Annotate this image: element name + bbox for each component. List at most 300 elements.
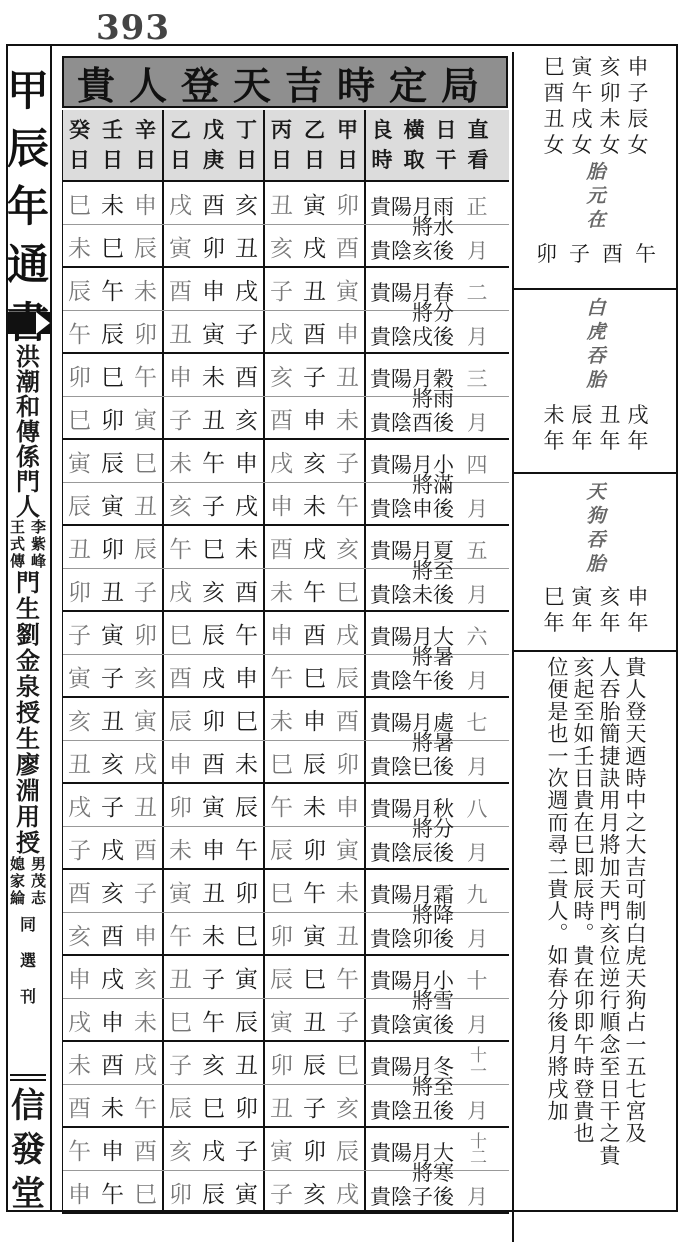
table-header-row [63, 110, 509, 182]
month-char: 月 [467, 1185, 488, 1209]
yin-label: 貴陰申後 [370, 497, 454, 521]
branch-cell: 申 [235, 450, 258, 477]
branch-cell: 申 [134, 923, 157, 950]
branch-group [63, 1171, 164, 1213]
book-title-char: 甲 [6, 66, 49, 115]
header-cell: 甲 日 [337, 117, 358, 172]
month-char: 月 [467, 841, 488, 865]
yang-label: 貴陽月 [370, 281, 433, 305]
branch-cell: 戌 [202, 665, 225, 692]
solar-term-char: 暑 [433, 645, 454, 669]
yin-label: 貴陰巳後 [370, 755, 454, 779]
branch-group [164, 354, 265, 396]
solar-term-char: 雨 [433, 195, 454, 219]
branch-cell: 子 [68, 622, 91, 649]
branch-group [265, 956, 366, 998]
branch-cell: 卯 [169, 1181, 192, 1208]
explanation-column: 亥起至如壬日貴在巳即辰時。貴在卯即午時登貴也 [571, 656, 595, 1145]
branch-cell: 子 [202, 493, 225, 520]
branch-cell: 未 [134, 278, 157, 305]
month-block [63, 1128, 509, 1214]
branch-group [63, 182, 164, 224]
branch-cell: 丑 [101, 708, 124, 735]
branch-group [265, 268, 366, 310]
branch-cell: 子 [336, 1009, 359, 1036]
branch-cell: 亥 [101, 880, 124, 907]
branch-cell: 午 [270, 665, 293, 692]
branch-group [63, 655, 164, 697]
header-cell: 乙 日 [304, 117, 325, 172]
branch-group [63, 827, 164, 869]
solar-term-char: 水 [433, 215, 454, 239]
branch-group [265, 397, 366, 439]
branch-cell: 申 [134, 192, 157, 219]
branch-cell: 子 [134, 880, 157, 907]
solar-term-char: 雨 [433, 387, 454, 411]
branch-cell: 戌 [235, 278, 258, 305]
branch-cell: 辰 [202, 622, 225, 649]
yin-label: 貴陰午後 [370, 669, 454, 693]
solar-term-char: 至 [433, 1075, 454, 1099]
branch-cell: 寅 [270, 1138, 293, 1165]
month-number: 十 [466, 969, 488, 993]
solar-term-char: 春 [433, 281, 454, 305]
branch-cell: 亥 [169, 493, 192, 520]
yin-row [63, 903, 509, 955]
branch-cell: 戌 [169, 192, 192, 219]
branch-cell: 卯 [134, 321, 157, 348]
branch-cell: 辰 [303, 1052, 326, 1079]
branch-group [164, 526, 265, 568]
month-char: 月 [467, 239, 488, 263]
branch-group [63, 698, 164, 740]
branch-cell: 丑 [303, 1009, 326, 1036]
left-column [6, 44, 52, 1212]
branch-group [164, 1042, 265, 1084]
branch-cell: 丑 [134, 794, 157, 821]
branch-cell: 辰 [169, 1095, 192, 1122]
branch-group [164, 913, 265, 955]
branch-cell: 丑 [235, 1052, 258, 1079]
branch-group [265, 1042, 366, 1084]
header-group-reading-guide [366, 110, 494, 180]
branch-cell: 亥 [336, 1095, 359, 1122]
branch-cell: 丑 [68, 536, 91, 563]
book-title-char: 年 [6, 182, 49, 231]
yin-row [63, 645, 509, 697]
branch-cell: 申 [235, 665, 258, 692]
header-cell: 戊 庚 [203, 117, 224, 172]
yin-label: 貴陰亥後 [370, 239, 454, 263]
branch-cell: 戌 [235, 493, 258, 520]
branch-cell: 丑 [134, 493, 157, 520]
explanation-column: 位便是也一次週而尋二貴人。如春分後月將戌加 [545, 656, 569, 1123]
branch-cell: 申 [68, 966, 91, 993]
branch-cell: 巳 [270, 751, 293, 778]
branch-cell: 子 [68, 837, 91, 864]
divider-arrow [36, 312, 50, 334]
branch-group [63, 569, 164, 611]
branch-cell: 寅 [336, 837, 359, 864]
branch-cell: 午 [134, 1095, 157, 1122]
branch-cell: 午 [202, 1009, 225, 1036]
solar-term-char: 穀 [433, 367, 454, 391]
solar-term-char: 寒 [433, 1161, 454, 1185]
branch-cell: 寅 [101, 622, 124, 649]
yang-label: 貴陽月 [370, 969, 433, 993]
branch-cell: 申 [101, 1009, 124, 1036]
baihu-title: 白 虎 吞 胎 [586, 297, 606, 391]
taiyuan-col: 寅 午 戌 女 [571, 55, 593, 157]
yin-row [63, 1075, 509, 1127]
branch-cell: 申 [202, 278, 225, 305]
branch-cell: 辰 [101, 450, 124, 477]
branch-cell: 午 [68, 321, 91, 348]
branch-cell: 酉 [169, 665, 192, 692]
branch-cell: 戌 [270, 321, 293, 348]
branch-group [63, 440, 164, 482]
branch-cell: 午 [101, 278, 124, 305]
branch-cell: 巳 [303, 966, 326, 993]
branch-group [164, 440, 265, 482]
branch-cell: 巳 [202, 536, 225, 563]
solar-term-char: 降 [433, 903, 454, 927]
branch-cell: 酉 [101, 923, 124, 950]
branch-group [265, 483, 366, 525]
yin-label: 貴陰酉後 [370, 411, 454, 435]
branch-group [265, 526, 366, 568]
branch-cell: 卯 [235, 880, 258, 907]
branch-cell: 辰 [134, 235, 157, 262]
branch-cell: 申 [270, 622, 293, 649]
branch-group [63, 1128, 164, 1170]
month-block [63, 956, 509, 1042]
branch-group [164, 999, 265, 1041]
branch-cell: 午 [270, 794, 293, 821]
month-number: 正 [466, 195, 488, 219]
yin-row [63, 559, 509, 611]
branch-cell: 酉 [235, 364, 258, 391]
branch-cell: 申 [336, 321, 359, 348]
book-title-char: 通 [6, 240, 49, 289]
branch-cell: 戌 [68, 794, 91, 821]
branch-group [164, 569, 265, 611]
branch-cell: 酉 [336, 708, 359, 735]
branch-cell: 丑 [235, 235, 258, 262]
branch-cell: 丑 [303, 278, 326, 305]
solar-term-char: 滿 [433, 473, 454, 497]
branch-cell: 酉 [68, 1095, 91, 1122]
author-small-pair: 家 茂 [9, 872, 46, 890]
branch-cell: 戌 [101, 837, 124, 864]
branch-cell: 未 [270, 579, 293, 606]
branch-cell: 子 [202, 966, 225, 993]
header-cell: 丁 日 [236, 117, 257, 172]
branch-cell: 丑 [336, 923, 359, 950]
branch-cell: 戌 [270, 450, 293, 477]
branch-group [164, 1171, 265, 1213]
branch-group [63, 913, 164, 955]
yin-label: 貴陰戌後 [370, 325, 454, 349]
solar-term-char: 至 [433, 559, 454, 583]
branch-cell: 子 [169, 407, 192, 434]
branch-cell: 申 [303, 407, 326, 434]
branch-group [265, 741, 366, 783]
author-small-pair: 綸 志 [9, 889, 46, 907]
branch-cell: 未 [68, 235, 91, 262]
branch-cell: 午 [202, 450, 225, 477]
page-number: 393 [96, 8, 170, 48]
branch-cell: 子 [235, 1138, 258, 1165]
branch-cell: 寅 [235, 1181, 258, 1208]
explanation-text [514, 652, 678, 1242]
author-char: 係 [16, 442, 40, 471]
branch-group [63, 526, 164, 568]
publisher-divider [10, 1074, 46, 1076]
solar-term-char: 夏 [433, 539, 454, 563]
branch-group [164, 225, 265, 267]
branch-cell: 巳 [101, 235, 124, 262]
branch-cell: 寅 [169, 235, 192, 262]
yin-guide-cell [366, 559, 494, 611]
yin-label: 貴陰卯後 [370, 927, 454, 951]
branch-cell: 寅 [336, 278, 359, 305]
explanation-column: 貴人登天迺時中之大吉可制白虎天狗占一五七宮及 [623, 656, 647, 1145]
branch-cell: 戌 [336, 1181, 359, 1208]
branch-cell: 卯 [101, 536, 124, 563]
branch-cell: 未 [134, 1009, 157, 1036]
branch-group [265, 225, 366, 267]
header-cell: 乙 日 [170, 117, 191, 172]
branch-cell: 亥 [101, 751, 124, 778]
branch-group [164, 1085, 265, 1127]
branch-cell: 子 [134, 579, 157, 606]
month-char: 月 [467, 669, 488, 693]
yin-guide-cell [366, 1075, 494, 1127]
branch-cell: 午 [235, 837, 258, 864]
yin-guide-cell [366, 301, 494, 353]
month-char: 月 [467, 497, 488, 521]
branch-cell: 戌 [134, 751, 157, 778]
month-block [63, 1042, 509, 1128]
branch-cell: 午 [336, 493, 359, 520]
branch-cell: 午 [169, 536, 192, 563]
taiyuan-col: 亥 卯 未 女 [599, 55, 621, 157]
right-panel [512, 52, 678, 1242]
yang-label: 貴陽月 [370, 195, 433, 219]
solar-term-char: 處 [433, 711, 454, 735]
branch-cell: 寅 [68, 450, 91, 477]
taiyuan-box [514, 52, 678, 290]
solar-term-char: 雪 [433, 989, 454, 1013]
branch-cell: 未 [270, 708, 293, 735]
header-cell: 癸 日 [69, 117, 90, 172]
branch-cell: 寅 [235, 966, 258, 993]
branch-cell: 寅 [202, 794, 225, 821]
header-cell: 橫 取 [403, 117, 425, 172]
branch-cell: 申 [336, 794, 359, 821]
branch-group [265, 655, 366, 697]
branch-cell: 未 [303, 794, 326, 821]
month-number: 十二 [470, 1132, 487, 1168]
jiang-char: 將 [412, 903, 433, 927]
branch-cell: 巳 [68, 407, 91, 434]
header-cell: 良 時 [371, 117, 393, 172]
branch-cell: 亥 [134, 966, 157, 993]
yin-guide-cell [366, 1161, 494, 1213]
yin-guide-cell [366, 903, 494, 955]
branch-cell: 未 [202, 923, 225, 950]
author-small-pair: 式 紫 [9, 535, 46, 553]
yang-label: 貴陽月 [370, 797, 433, 821]
branch-cell: 卯 [270, 923, 293, 950]
taiyuan-title: 胎 元 在 [586, 161, 606, 231]
branch-group [265, 182, 366, 224]
yin-guide-cell [366, 215, 494, 267]
solar-term-char: 暑 [433, 731, 454, 755]
branch-cell: 卯 [68, 364, 91, 391]
branch-cell: 卯 [101, 407, 124, 434]
header-cell: 壬 日 [102, 117, 123, 172]
branch-group [265, 999, 366, 1041]
branch-cell: 子 [270, 278, 293, 305]
branch-group [265, 1128, 366, 1170]
author-small-pair: 王 李 [9, 518, 46, 536]
yang-label: 貴陽月 [370, 539, 433, 563]
solar-term-char: 大 [433, 1141, 454, 1165]
branch-group [265, 827, 366, 869]
branch-cell: 卯 [68, 579, 91, 606]
branch-cell: 卯 [169, 794, 192, 821]
branch-cell: 未 [68, 1052, 91, 1079]
branch-cell: 未 [202, 364, 225, 391]
branch-cell: 亥 [270, 364, 293, 391]
publisher-divider [10, 1079, 46, 1081]
month-block [63, 268, 509, 354]
branch-group [63, 741, 164, 783]
branch-cell: 丑 [202, 880, 225, 907]
yin-row [63, 989, 509, 1041]
branch-cell: 未 [101, 192, 124, 219]
publisher-name: 信 發 堂 [11, 1086, 45, 1214]
branch-group [265, 1171, 366, 1213]
branch-group [164, 397, 265, 439]
branch-cell: 未 [336, 880, 359, 907]
branch-cell: 卯 [235, 1095, 258, 1122]
branch-cell: 丑 [169, 966, 192, 993]
jiang-char: 將 [412, 559, 433, 583]
tiangou-year: 亥 年 [599, 585, 621, 635]
month-block [63, 612, 509, 698]
branch-group [63, 784, 164, 826]
explanation-column: 人吞胎簡捷訣用月將加天門亥位逆行順念至日干之貴 [597, 656, 621, 1167]
branch-cell: 子 [336, 450, 359, 477]
branch-cell: 巳 [101, 364, 124, 391]
tiangou-year: 申 年 [627, 585, 649, 635]
branch-cell: 酉 [202, 751, 225, 778]
taiyuan-bottom: 卯 子 酉 午 [536, 242, 656, 266]
branch-cell: 申 [270, 493, 293, 520]
branch-cell: 辰 [270, 966, 293, 993]
branch-cell: 酉 [270, 536, 293, 563]
branch-group [164, 698, 265, 740]
branch-cell: 酉 [169, 278, 192, 305]
month-number: 七 [466, 711, 488, 735]
branch-cell: 寅 [134, 407, 157, 434]
jiang-char: 將 [412, 473, 433, 497]
branch-cell: 辰 [202, 1181, 225, 1208]
tiangou-title: 天 狗 吞 胎 [586, 481, 606, 575]
branch-cell: 亥 [68, 708, 91, 735]
branch-cell: 未 [101, 1095, 124, 1122]
yin-guide-cell [366, 645, 494, 697]
branch-cell: 酉 [202, 192, 225, 219]
yang-label: 貴陽月 [370, 625, 433, 649]
branch-cell: 巳 [202, 1095, 225, 1122]
solar-term-char: 小 [433, 969, 454, 993]
author-char: 門 [16, 467, 40, 496]
branch-cell: 寅 [270, 1009, 293, 1036]
branch-cell: 亥 [303, 450, 326, 477]
month-char: 月 [467, 325, 488, 349]
branch-cell: 寅 [202, 321, 225, 348]
yin-row [63, 301, 509, 353]
branch-cell: 卯 [270, 1052, 293, 1079]
branch-cell: 寅 [169, 880, 192, 907]
branch-group [63, 870, 164, 912]
branch-cell: 子 [101, 794, 124, 821]
branch-group [63, 225, 164, 267]
month-block [63, 784, 509, 870]
month-block [63, 698, 509, 784]
branch-group [265, 698, 366, 740]
branch-cell: 午 [169, 923, 192, 950]
branch-cell: 丑 [270, 192, 293, 219]
branch-group [63, 1042, 164, 1084]
branch-cell: 卯 [336, 192, 359, 219]
branch-cell: 巳 [235, 923, 258, 950]
branch-cell: 寅 [101, 493, 124, 520]
branch-cell: 酉 [336, 235, 359, 262]
branch-cell: 卯 [202, 708, 225, 735]
yang-label: 貴陽月 [370, 711, 433, 735]
author-char: 和 [16, 392, 40, 421]
branch-cell: 辰 [134, 536, 157, 563]
yang-label: 貴陽月 [370, 883, 433, 907]
branch-cell: 戌 [336, 622, 359, 649]
jiang-char: 將 [412, 989, 433, 1013]
month-char: 月 [467, 1013, 488, 1037]
jiang-char: 將 [412, 1161, 433, 1185]
jiang-char: 將 [412, 645, 433, 669]
branch-group [265, 354, 366, 396]
branch-group [63, 1085, 164, 1127]
branch-cell: 丑 [202, 407, 225, 434]
branch-group [63, 483, 164, 525]
branch-cell: 酉 [134, 1138, 157, 1165]
header-group-gui-ren-3 [265, 110, 366, 180]
solar-term-char: 秋 [433, 797, 454, 821]
baihu-years [514, 402, 678, 454]
branch-cell: 酉 [270, 407, 293, 434]
author-char: 傳 [16, 417, 40, 446]
taiyuan-columns [514, 52, 678, 158]
branch-cell: 酉 [235, 579, 258, 606]
branch-cell: 酉 [101, 1052, 124, 1079]
month-char: 月 [467, 755, 488, 779]
month-block [63, 354, 509, 440]
author-small-pair: 傳 峰 [9, 552, 46, 570]
